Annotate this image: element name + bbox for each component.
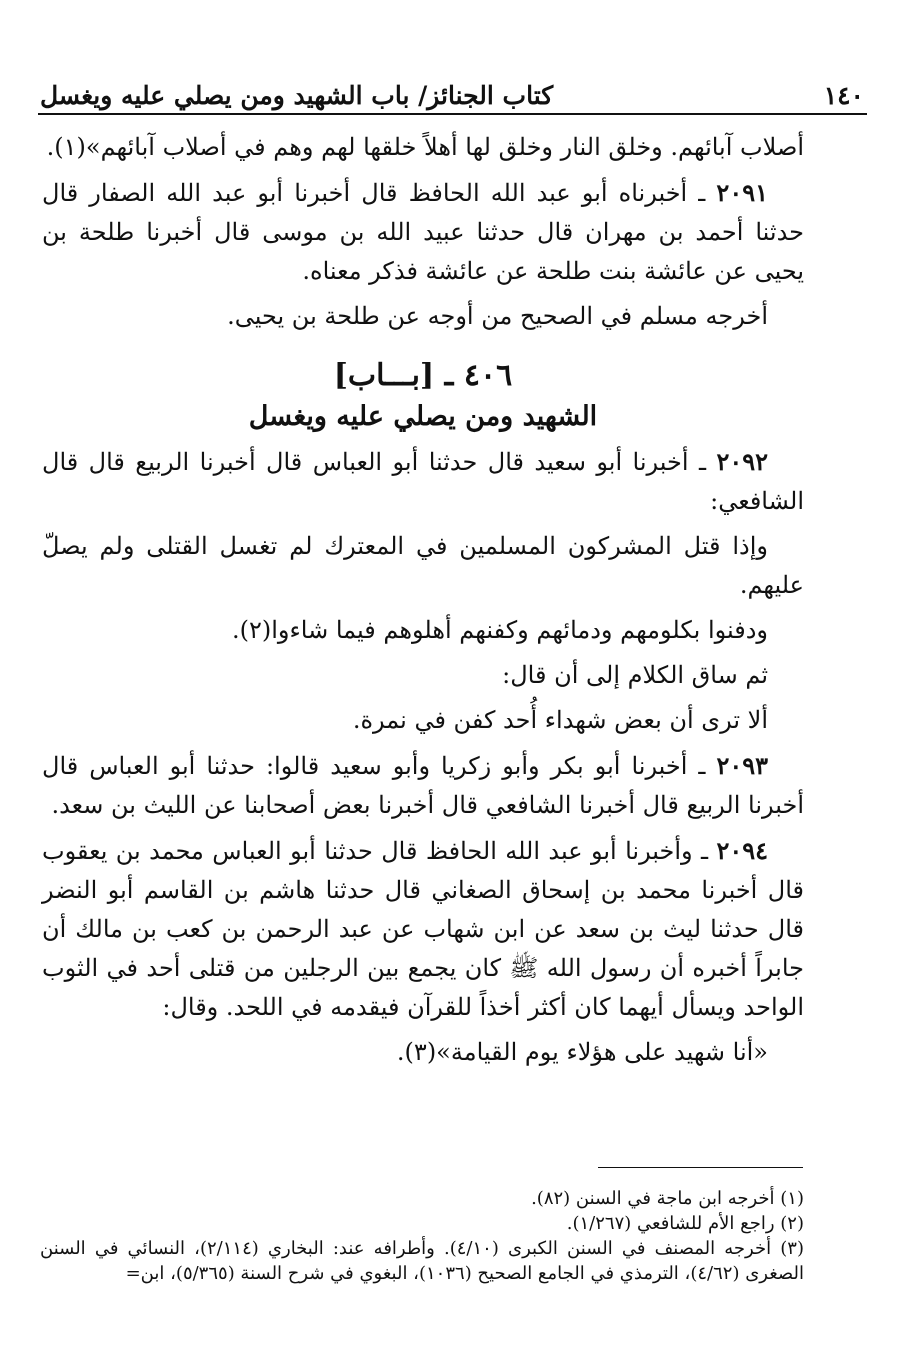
paragraph-text: ثم ساق الكلام إلى أن قال: — [502, 661, 768, 689]
paragraph-text: ـ أخبرنا أبو سعيد قال حدثنا أبو العباس قال أخبرنا الربيع قال قال الشافعي: — [42, 448, 804, 515]
paragraph-text: أصلاب آبائهم. وخلق النار وخلق لها أهلاً خلقها لهم وهم في أصلاب آبائهم»(١). — [46, 133, 804, 161]
hadith-2091 — [42, 173, 804, 291]
hadith-number: ٢٠٩٤ — [716, 836, 769, 865]
footnote: (٢) راجع الأم للشافعي (١/٢٦٧). — [566, 1213, 804, 1234]
running-title: كتاب الجنائز/ باب الشهيد ومن يصلي عليه ويغسل — [40, 81, 554, 110]
footnote: (١) أخرجه ابن ماجة في السنن (٨٢). — [531, 1188, 804, 1209]
paragraph-text: ـ أخبرناه أبو عبد الله الحافظ قال أخبرنا أبو عبد الله الصفار قال حدثنا أحمد بن مهران قال حدثنا عبيد الله بن موسى قال أخبرنا طلحة بن يحيى عن عائشة بنت طلحة عن عائشة فذكر معناه. — [42, 179, 804, 285]
paragraph-text: أخرجه مسلم في الصحيح من أوجه عن طلحة بن يحيى. — [227, 302, 768, 330]
paragraph — [42, 297, 804, 336]
hadith-number: ٢٠٩١ — [716, 178, 768, 207]
hadith-number: ٢٠٩٢ — [716, 447, 768, 476]
paragraph — [42, 1033, 804, 1072]
section-title: الشهيد ومن يصلي عليه ويغسل — [248, 401, 598, 432]
running-header — [40, 70, 864, 110]
hadith-2093 — [42, 746, 804, 825]
paragraph-text: «أنا شهيد على هؤلاء يوم القيامة»(٣). — [396, 1038, 768, 1066]
hadith-2094 — [42, 831, 804, 1027]
footnote: (٣) أخرجه المصنف في السنن الكبرى (٤/١٠). وأطرافه عند: البخاري (٢/١١٤)، النسائي في السنن الصغرى (٤/٦٢)، الترمذي في الجامع الصحيح (١٠٣٦)، البغوي في شرح السنة (٥/٣٦٥)، ابن= — [40, 1238, 804, 1284]
paragraph — [42, 656, 804, 695]
paragraph-text: ألا ترى أن بعض شهداء أُحد كفن في نمرة. — [352, 706, 768, 734]
hadith-2092 — [42, 442, 804, 521]
paragraph-text: وإذا قتل المشركون المسلمين في المعترك لم تغسل القتلى ولم يصلّ عليهم. — [42, 532, 804, 599]
hadith-number: ٢٠٩٣ — [716, 751, 768, 780]
paragraph — [42, 527, 804, 605]
paragraph-text: ـ أخبرنا أبو بكر وأبو زكريا وأبو سعيد قالوا: حدثنا أبو العباس قال أخبرنا الربيع قال أخبرنا الشافعي قال أخبرنا بعض أصحابنا عن الليث بن سعد. — [42, 752, 804, 819]
page-number: ١٤٠ — [823, 81, 864, 110]
paragraph-text: ودفنوا بكلومهم ودمائهم وكفنهم أهلوهم فيما شاءوا(٢). — [231, 616, 768, 644]
main-text — [42, 128, 804, 1078]
paragraph — [42, 701, 804, 740]
header-rule — [38, 113, 867, 115]
paragraph — [42, 128, 804, 167]
footnote-rule — [598, 1167, 803, 1168]
section-number: ٤٠٦ ـ [بـــاب] — [333, 358, 513, 393]
paragraph-text: ـ وأخبرنا أبو عبد الله الحافظ قال حدثنا أبو العباس محمد بن يعقوب قال أخبرنا محمد بن إسحاق الصغاني قال حدثنا هاشم بن القاسم أبو النضر قال حدثنا ليث بن سعد عن ابن شهاب عن عبد الرحمن بن كعب بن مالك أن جابراً أخبره أن رسول الله ﷺ كان يجمع بين الرجلين من قتلى أحد في الثوب الواحد ويسأل أيهما كان أكثر أخذاً للقرآن فيقدمه في اللحد. وقال: — [42, 837, 804, 1021]
paragraph — [42, 611, 804, 650]
footnotes — [40, 1186, 804, 1286]
